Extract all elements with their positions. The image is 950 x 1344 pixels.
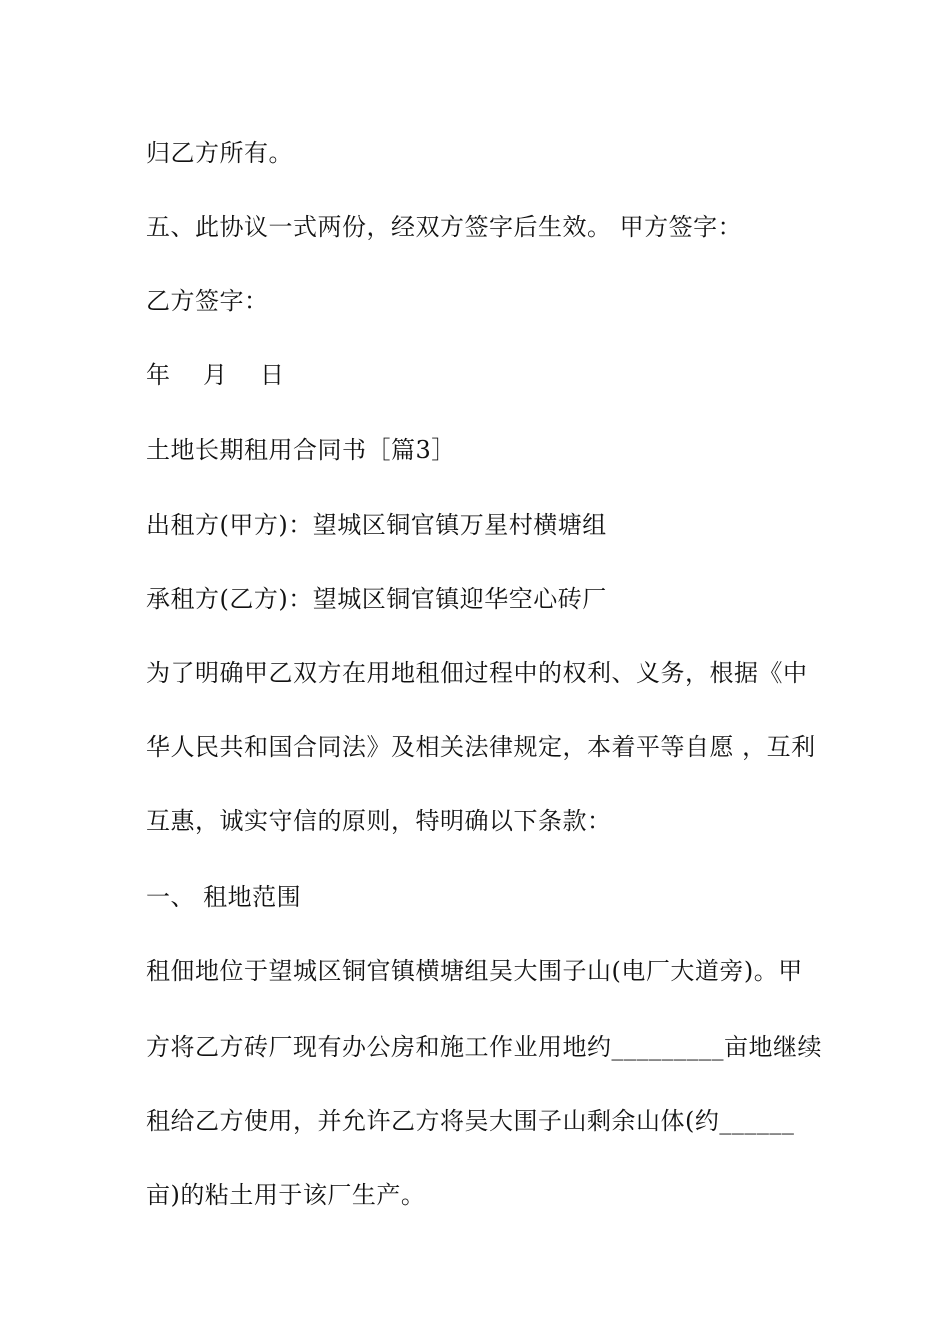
text-line-scope-1: 租佃地位于望城区铜官镇横塘组吴大围子山(电厂大道旁)。甲 — [146, 957, 803, 985]
text-line-scope-3: 租给乙方使用，并允许乙方将吴大围子山剩余山体(约______ — [146, 1107, 795, 1135]
text-line-lessor: 出租方(甲方)：望城区铜官镇万星村横塘组 — [146, 511, 607, 539]
text-line-clause-five: 五、此协议一式两份，经双方签字后生效。 甲方签字： — [146, 213, 743, 241]
text-line-party-b-signature: 乙方签字： — [146, 287, 269, 315]
text-line-preamble-2: 华人民共和国合同法》及相关法律规定，本着平等自愿 ，互利 — [146, 733, 816, 761]
text-line-scope-2: 方将乙方砖厂现有办公房和施工作业用地约_________亩地继续 — [146, 1033, 822, 1061]
text-line-scope-4: 亩)的粘土用于该厂生产。 — [146, 1181, 426, 1209]
document-title: 土地长期租用合同书［篇3］ — [146, 436, 456, 464]
text-line-ownership: 归乙方所有。 — [146, 139, 293, 167]
text-line-lessee: 承租方(乙方)：望城区铜官镇迎华空心砖厂 — [146, 585, 607, 613]
section-heading-scope: 一、 租地范围 — [146, 883, 302, 911]
text-line-preamble-1: 为了明确甲乙双方在用地租佃过程中的权利、义务，根据《中 — [146, 659, 808, 687]
text-line-date: 年 月 日 — [146, 361, 285, 389]
text-line-preamble-3: 互惠，诚实守信的原则，特明确以下条款： — [146, 807, 612, 835]
